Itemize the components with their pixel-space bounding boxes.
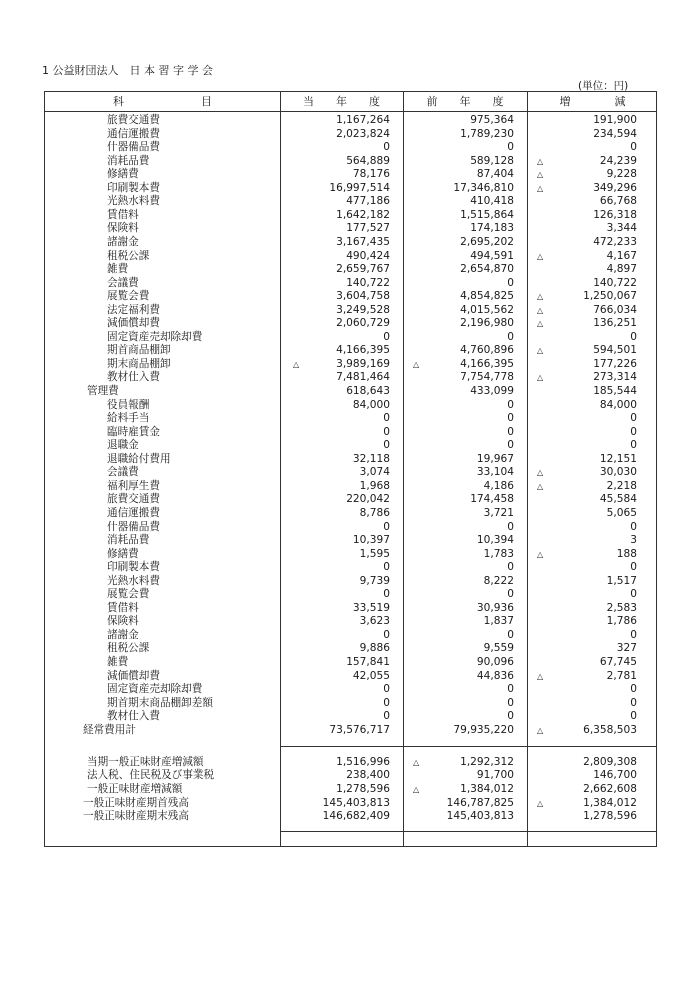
current-year-value: 84,000 xyxy=(352,398,390,411)
row-label: 光熱水料費 xyxy=(107,195,160,208)
table-row xyxy=(45,439,658,453)
table-row xyxy=(45,222,658,236)
change-value: 2,583 xyxy=(606,601,637,614)
table-row xyxy=(45,642,658,656)
table-row xyxy=(45,466,658,480)
row-label: 消耗品費 xyxy=(107,154,150,167)
row-label: 期首商品棚卸 xyxy=(107,344,171,357)
change-value: 1,384,012 xyxy=(583,796,637,809)
current-year-value: 220,042 xyxy=(346,493,390,506)
previous-year-value: 1,783 xyxy=(483,547,514,560)
row-label: 退職給付費用 xyxy=(107,452,171,465)
change-value: 188 xyxy=(616,547,637,560)
previous-year-value: 2,196,980 xyxy=(460,317,514,330)
table-row xyxy=(45,602,658,616)
current-year-value: 3,623 xyxy=(359,615,390,628)
change-value: 273,314 xyxy=(593,371,637,384)
previous-year-value: 975,364 xyxy=(470,114,514,126)
change-value: 2,218 xyxy=(606,479,637,492)
table-row xyxy=(45,493,658,507)
row-label: 一般正味財産期末残高 xyxy=(83,810,189,823)
table-row xyxy=(45,615,658,629)
table-row xyxy=(45,769,658,783)
table-row xyxy=(45,810,658,824)
previous-year-value: 0 xyxy=(507,330,514,343)
change-value: 0 xyxy=(630,588,637,601)
current-year-value: 3,604,758 xyxy=(336,290,390,303)
current-year-value: 78,176 xyxy=(352,168,390,181)
current-year-value: 33,519 xyxy=(352,601,390,614)
change-value: 2,662,608 xyxy=(583,782,637,795)
previous-year-value: 2,695,202 xyxy=(460,235,514,248)
previous-year-value: 0 xyxy=(507,561,514,574)
current-year-value: 42,055 xyxy=(352,669,390,682)
change-value: 0 xyxy=(630,683,637,696)
current-year-value: 1,516,996 xyxy=(336,755,390,768)
previous-year-value: 174,458 xyxy=(470,493,514,506)
current-year-value: 16,997,514 xyxy=(329,181,390,194)
previous-year-value: 589,128 xyxy=(470,154,514,167)
row-label: 法定福利費 xyxy=(107,303,160,316)
table-row xyxy=(45,521,658,535)
current-year-value: 32,118 xyxy=(352,452,390,465)
table-row xyxy=(45,561,658,575)
previous-year-value: 1,515,864 xyxy=(460,208,514,221)
table-row xyxy=(45,195,658,209)
current-year-value: 73,576,717 xyxy=(329,723,390,736)
current-year-value: 1,595 xyxy=(359,547,390,560)
previous-year-value: 0 xyxy=(507,276,514,289)
previous-year-value: 1,837 xyxy=(483,615,514,628)
table-row xyxy=(45,670,658,684)
row-label: 管理費 xyxy=(87,385,119,397)
previous-year-value: 90,096 xyxy=(476,656,514,668)
change-value: 5,065 xyxy=(606,506,637,519)
previous-year-value: 4,015,562 xyxy=(460,303,514,316)
row-label: 通信運搬費 xyxy=(107,127,160,140)
table-row xyxy=(45,426,658,440)
negative-mark: △ xyxy=(537,346,544,356)
change-value: 67,745 xyxy=(599,656,637,668)
change-value: 2,809,308 xyxy=(583,755,637,768)
negative-mark: △ xyxy=(413,359,420,369)
current-year-value: 1,278,596 xyxy=(336,782,390,795)
change-value: 1,786 xyxy=(606,615,637,628)
row-label: 展覧会費 xyxy=(107,588,150,601)
table-row xyxy=(45,331,658,345)
previous-year-value: 17,346,810 xyxy=(453,181,514,194)
current-year-value: 146,682,409 xyxy=(322,810,390,823)
row-label: 租税公課 xyxy=(107,642,150,655)
table-row xyxy=(45,683,658,697)
row-label: 会議費 xyxy=(107,276,139,289)
header-previous-year: 前 年 度 xyxy=(426,95,504,108)
previous-year-value: 0 xyxy=(507,628,514,641)
row-label: 給料手当 xyxy=(107,412,150,425)
previous-year-value: 0 xyxy=(507,141,514,154)
table-row xyxy=(45,236,658,250)
total-divider xyxy=(280,746,656,747)
change-value: 472,233 xyxy=(593,235,637,248)
change-value: 6,358,503 xyxy=(583,723,637,736)
previous-year-value: 0 xyxy=(507,439,514,452)
change-value: 766,034 xyxy=(593,303,637,316)
row-label: 役員報酬 xyxy=(107,398,150,411)
negative-mark: △ xyxy=(537,468,544,478)
previous-year-value: 4,854,825 xyxy=(460,290,514,303)
change-value: 4,167 xyxy=(606,249,637,262)
change-value: 0 xyxy=(630,710,637,723)
change-value: 12,151 xyxy=(599,452,637,465)
previous-year-value: 19,967 xyxy=(476,452,514,465)
change-value: 185,544 xyxy=(593,385,637,397)
current-year-value: 0 xyxy=(383,588,390,601)
previous-year-value: 7,754,778 xyxy=(460,371,514,384)
table-row xyxy=(45,277,658,291)
previous-year-value: 1,292,312 xyxy=(460,755,514,768)
row-label: 雑費 xyxy=(107,263,129,276)
change-value: 0 xyxy=(630,330,637,343)
change-value: 191,900 xyxy=(593,114,637,126)
row-label: 当期一般正味財産増減額 xyxy=(87,755,204,768)
row-label: 固定資産売却除却費 xyxy=(107,330,203,343)
current-year-value: 140,722 xyxy=(346,276,390,289)
table-row xyxy=(45,128,658,142)
previous-year-value: 1,789,230 xyxy=(460,127,514,140)
current-year-value: 8,786 xyxy=(359,506,390,519)
previous-year-value: 44,836 xyxy=(476,669,514,682)
table-row xyxy=(45,656,658,670)
negative-mark: △ xyxy=(537,798,544,808)
footer-divider xyxy=(280,831,656,832)
table-row xyxy=(45,155,658,169)
row-label: 賃借料 xyxy=(107,601,139,614)
row-label: 保険料 xyxy=(107,222,139,235)
table-row xyxy=(45,141,658,155)
row-label: 教材仕入費 xyxy=(107,710,160,723)
current-year-value: 0 xyxy=(383,330,390,343)
row-label: 旅費交通費 xyxy=(107,493,160,506)
change-value: 349,296 xyxy=(593,181,637,194)
change-value: 0 xyxy=(630,628,637,641)
change-value: 136,251 xyxy=(593,317,637,330)
table-row xyxy=(45,371,658,385)
row-label: 福利厚生費 xyxy=(107,479,160,492)
row-label: 印刷製本費 xyxy=(107,561,160,574)
row-label: 雑費 xyxy=(107,656,129,668)
change-value: 146,700 xyxy=(593,769,637,782)
previous-year-value: 30,936 xyxy=(476,601,514,614)
negative-mark: △ xyxy=(537,549,544,559)
negative-mark: △ xyxy=(537,319,544,329)
row-label: 展覧会費 xyxy=(107,290,150,303)
organization-title: 1 公益財団法人 日 本 習 字 学 会 xyxy=(42,64,213,77)
row-label: 修繕費 xyxy=(107,168,139,181)
previous-year-value: 0 xyxy=(507,412,514,425)
table-row xyxy=(45,724,658,738)
current-year-value: 477,186 xyxy=(346,195,390,208)
change-value: 24,239 xyxy=(599,154,637,167)
row-label: 什器備品費 xyxy=(107,520,160,533)
table-row xyxy=(45,697,658,711)
header-current-year: 当 年 度 xyxy=(303,95,380,108)
table-row xyxy=(45,453,658,467)
table-row xyxy=(45,534,658,548)
previous-year-value: 4,186 xyxy=(483,479,514,492)
table-row xyxy=(45,304,658,318)
row-label: 消耗品費 xyxy=(107,534,150,547)
change-value: 3,344 xyxy=(606,222,637,235)
current-year-value: 2,060,729 xyxy=(336,317,390,330)
current-year-value: 10,397 xyxy=(352,534,390,547)
previous-year-value: 33,104 xyxy=(476,466,514,479)
negative-mark: △ xyxy=(537,725,544,735)
current-year-value: 4,166,395 xyxy=(336,344,390,357)
table-row xyxy=(45,507,658,521)
current-year-value: 0 xyxy=(383,439,390,452)
previous-year-value: 410,418 xyxy=(470,195,514,208)
change-value: 0 xyxy=(630,141,637,154)
change-value: 0 xyxy=(630,439,637,452)
row-label: 通信運搬費 xyxy=(107,506,160,519)
current-year-value: 1,642,182 xyxy=(336,208,390,221)
table-row xyxy=(45,263,658,277)
negative-mark: △ xyxy=(537,671,544,681)
table-row xyxy=(45,588,658,602)
current-year-value: 0 xyxy=(383,683,390,696)
previous-year-value: 91,700 xyxy=(476,769,514,782)
current-year-value: 0 xyxy=(383,628,390,641)
change-value: 9,228 xyxy=(606,168,637,181)
current-year-value: 3,989,169 xyxy=(336,357,390,370)
current-year-value: 1,167,264 xyxy=(336,114,390,126)
negative-mark: △ xyxy=(537,170,544,180)
row-label: 教材仕入費 xyxy=(107,371,160,384)
table-row xyxy=(45,385,658,399)
change-value: 140,722 xyxy=(593,276,637,289)
row-label: 旅費交通費 xyxy=(107,114,160,126)
current-year-value: 490,424 xyxy=(346,249,390,262)
current-year-value: 0 xyxy=(383,141,390,154)
row-label: 臨時雇賃金 xyxy=(107,425,160,438)
change-value: 177,226 xyxy=(593,357,637,370)
table-row xyxy=(45,710,658,724)
row-label: 什器備品費 xyxy=(107,141,160,154)
previous-year-value: 0 xyxy=(507,520,514,533)
table-row xyxy=(45,575,658,589)
change-value: 66,768 xyxy=(599,195,637,208)
row-label: 期首期末商品棚卸差額 xyxy=(107,696,213,709)
current-year-value: 2,659,767 xyxy=(336,263,390,276)
table-row xyxy=(45,209,658,223)
row-label: 賃借料 xyxy=(107,208,139,221)
current-year-value: 1,968 xyxy=(359,479,390,492)
change-value: 0 xyxy=(630,520,637,533)
change-value: 0 xyxy=(630,696,637,709)
previous-year-value: 145,403,813 xyxy=(446,810,514,823)
previous-year-value: 79,935,220 xyxy=(453,723,514,736)
current-year-value: 3,167,435 xyxy=(336,235,390,248)
row-label: 保険料 xyxy=(107,615,139,628)
negative-mark: △ xyxy=(537,481,544,491)
current-year-value: 157,841 xyxy=(346,656,390,668)
row-label: 光熱水料費 xyxy=(107,574,160,587)
row-label: 退職金 xyxy=(107,439,139,452)
change-value: 45,584 xyxy=(599,493,637,506)
expense-table xyxy=(44,91,657,847)
current-year-value: 0 xyxy=(383,520,390,533)
previous-year-value: 0 xyxy=(507,398,514,411)
change-value: 234,594 xyxy=(593,127,637,140)
negative-mark: △ xyxy=(293,359,300,369)
row-label: 減価償却費 xyxy=(107,317,160,330)
table-row xyxy=(45,250,658,264)
row-label: 法人税、住民税及び事業税 xyxy=(87,769,215,782)
header-change: 増 減 xyxy=(559,95,626,108)
table-row xyxy=(45,548,658,562)
change-value: 126,318 xyxy=(593,208,637,221)
row-label: 経常費用計 xyxy=(83,723,136,736)
row-label: 修繕費 xyxy=(107,547,139,560)
row-label: 固定資産売却除却費 xyxy=(107,683,203,696)
previous-year-value: 4,166,395 xyxy=(460,357,514,370)
previous-year-value: 146,787,825 xyxy=(446,796,514,809)
row-label: 会議費 xyxy=(107,466,139,479)
previous-year-value: 8,222 xyxy=(483,574,514,587)
table-row xyxy=(45,783,658,797)
table-row xyxy=(45,480,658,494)
current-year-value: 0 xyxy=(383,696,390,709)
change-value: 4,897 xyxy=(606,263,637,276)
previous-year-value: 1,384,012 xyxy=(460,782,514,795)
current-year-value: 9,886 xyxy=(359,642,390,655)
row-label: 租税公課 xyxy=(107,249,150,262)
previous-year-value: 0 xyxy=(507,588,514,601)
previous-year-value: 87,404 xyxy=(476,168,514,181)
table-row xyxy=(45,168,658,182)
current-year-value: 145,403,813 xyxy=(322,796,390,809)
previous-year-value: 3,721 xyxy=(483,506,514,519)
unit-label: (単位：円) xyxy=(578,80,629,92)
negative-mark: △ xyxy=(413,757,420,767)
current-year-value: 3,249,528 xyxy=(336,303,390,316)
previous-year-value: 10,394 xyxy=(476,534,514,547)
change-value: 0 xyxy=(630,412,637,425)
current-year-value: 0 xyxy=(383,425,390,438)
table-row xyxy=(45,358,658,372)
change-value: 0 xyxy=(630,425,637,438)
row-label: 減価償却費 xyxy=(107,669,160,682)
previous-year-value: 174,183 xyxy=(470,222,514,235)
table-row xyxy=(45,399,658,413)
negative-mark: △ xyxy=(413,784,420,794)
current-year-value: 618,643 xyxy=(346,385,390,397)
change-value: 30,030 xyxy=(599,466,637,479)
table-row xyxy=(45,412,658,426)
negative-mark: △ xyxy=(537,183,544,193)
table-row xyxy=(45,114,658,128)
current-year-value: 9,739 xyxy=(359,574,390,587)
current-year-value: 238,400 xyxy=(346,769,390,782)
change-value: 1,517 xyxy=(606,574,637,587)
negative-mark: △ xyxy=(537,292,544,302)
change-value: 1,250,067 xyxy=(583,290,637,303)
current-year-value: 0 xyxy=(383,561,390,574)
table-row xyxy=(45,317,658,331)
change-value: 2,781 xyxy=(606,669,637,682)
current-year-value: 3,074 xyxy=(359,466,390,479)
table-row xyxy=(45,756,658,770)
table-row xyxy=(45,290,658,304)
row-label: 印刷製本費 xyxy=(107,181,160,194)
change-value: 1,278,596 xyxy=(583,810,637,823)
row-label: 一般正味財産増減額 xyxy=(87,782,183,795)
row-label: 諸謝金 xyxy=(107,628,139,641)
current-year-value: 0 xyxy=(383,710,390,723)
change-value: 84,000 xyxy=(599,398,637,411)
table-row xyxy=(45,182,658,196)
previous-year-value: 0 xyxy=(507,696,514,709)
header-subject: 科 目 xyxy=(113,95,212,108)
previous-year-value: 2,654,870 xyxy=(460,263,514,276)
current-year-value: 177,527 xyxy=(346,222,390,235)
row-label: 諸謝金 xyxy=(107,235,139,248)
header-divider xyxy=(45,111,656,112)
current-year-value: 7,481,464 xyxy=(336,371,390,384)
table-row xyxy=(45,737,658,751)
row-label: 一般正味財産期首残高 xyxy=(83,796,189,809)
previous-year-value: 9,559 xyxy=(483,642,514,655)
change-value: 3 xyxy=(630,534,637,547)
table-row xyxy=(45,797,658,811)
negative-mark: △ xyxy=(537,156,544,166)
table-row xyxy=(45,629,658,643)
negative-mark: △ xyxy=(537,373,544,383)
current-year-value: 564,889 xyxy=(346,154,390,167)
previous-year-value: 0 xyxy=(507,710,514,723)
previous-year-value: 433,099 xyxy=(470,385,514,397)
current-year-value: 2,023,824 xyxy=(336,127,390,140)
table-row xyxy=(45,344,658,358)
negative-mark: △ xyxy=(537,251,544,261)
change-value: 0 xyxy=(630,561,637,574)
change-value: 327 xyxy=(616,642,637,655)
row-label: 期末商品棚卸 xyxy=(107,357,171,370)
previous-year-value: 494,591 xyxy=(470,249,514,262)
previous-year-value: 0 xyxy=(507,425,514,438)
previous-year-value: 0 xyxy=(507,683,514,696)
negative-mark: △ xyxy=(537,305,544,315)
previous-year-value: 4,760,896 xyxy=(460,344,514,357)
change-value: 594,501 xyxy=(593,344,637,357)
current-year-value: 0 xyxy=(383,412,390,425)
